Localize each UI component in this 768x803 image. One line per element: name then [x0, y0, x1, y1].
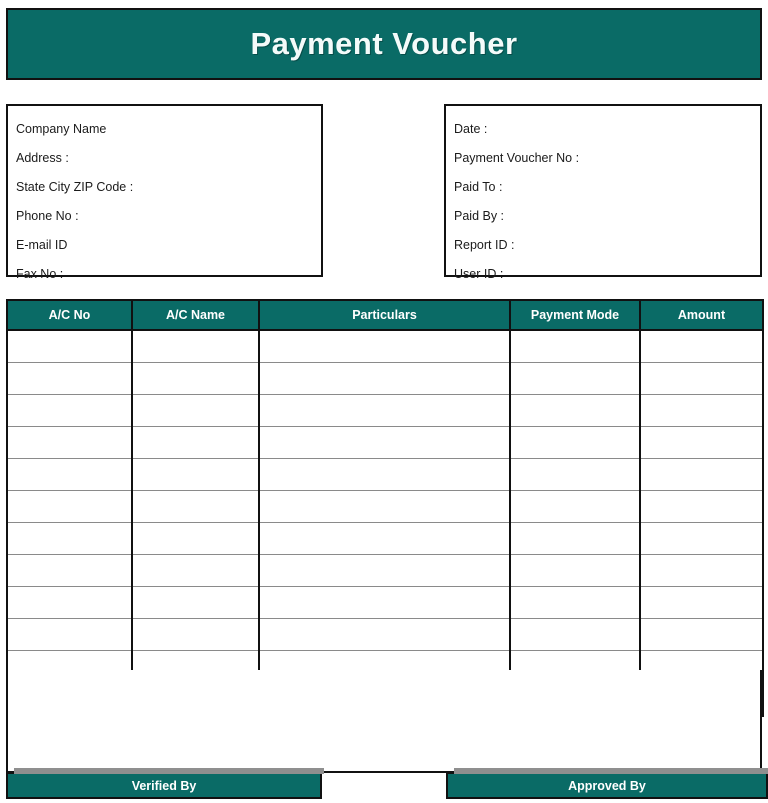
table-row: [7, 330, 763, 363]
page-title: Payment Voucher: [250, 26, 518, 61]
cell-amount[interactable]: [640, 459, 763, 491]
cell-ac-no[interactable]: [7, 363, 132, 395]
cell-amount[interactable]: [640, 587, 763, 619]
cell-ac-name[interactable]: [132, 363, 259, 395]
verified-by-bar[interactable]: [6, 772, 322, 799]
column-header-amount: Amount: [640, 300, 763, 330]
approved-by-bar[interactable]: [446, 772, 768, 799]
cell-payment-mode[interactable]: [510, 491, 640, 523]
cell-ac-name[interactable]: [132, 427, 259, 459]
cell-ac-name[interactable]: [132, 330, 259, 363]
cell-ac-no[interactable]: [7, 395, 132, 427]
cell-ac-no[interactable]: [7, 587, 132, 619]
company-info-line-phone-no: Phone No :: [16, 209, 79, 223]
cell-particulars[interactable]: [259, 427, 510, 459]
cell-particulars[interactable]: [259, 587, 510, 619]
cell-particulars[interactable]: [259, 363, 510, 395]
company-info-line-address: Address :: [16, 151, 69, 165]
cell-ac-no[interactable]: [7, 427, 132, 459]
voucher-info-box: [444, 104, 762, 281]
cell-ac-name[interactable]: [132, 491, 259, 523]
cell-ac-no[interactable]: [7, 491, 132, 523]
column-header-ac-no: A/C No: [7, 300, 132, 330]
payment-entries-table: [6, 299, 764, 717]
table-header: [7, 300, 763, 330]
cell-ac-no[interactable]: [7, 330, 132, 363]
cell-ac-name[interactable]: [132, 395, 259, 427]
company-info-line-company-name: Company Name: [16, 122, 107, 136]
document-title-banner: [6, 8, 762, 80]
cell-amount[interactable]: [640, 491, 763, 523]
table-row: [7, 587, 763, 619]
cell-ac-name[interactable]: [132, 555, 259, 587]
company-info-line-email-id: E-mail ID: [16, 238, 68, 252]
cell-ac-name[interactable]: [132, 523, 259, 555]
cell-payment-mode[interactable]: [510, 427, 640, 459]
table-row: [7, 491, 763, 523]
table-row: [7, 395, 763, 427]
cell-payment-mode[interactable]: [510, 619, 640, 651]
column-header-payment-mode: Payment Mode: [510, 300, 640, 330]
cell-payment-mode[interactable]: [510, 363, 640, 395]
company-info-line-fax-no: Fax No :: [16, 267, 64, 281]
voucher-info-line-payment-voucher-no: Payment Voucher No :: [454, 151, 580, 165]
verified-by-label: Verified By: [131, 778, 197, 793]
cell-payment-mode[interactable]: [510, 330, 640, 363]
table-row: [7, 619, 763, 651]
cell-amount[interactable]: [640, 363, 763, 395]
cell-payment-mode[interactable]: [510, 523, 640, 555]
cell-particulars[interactable]: [259, 459, 510, 491]
table-row: [7, 427, 763, 459]
cell-amount[interactable]: [640, 427, 763, 459]
cell-amount[interactable]: [640, 555, 763, 587]
cell-particulars[interactable]: [259, 395, 510, 427]
cell-payment-mode[interactable]: [510, 587, 640, 619]
voucher-info-line-date: Date :: [454, 122, 488, 136]
cell-amount[interactable]: [640, 330, 763, 363]
company-info-line-state-city-zip: State City ZIP Code :: [16, 180, 134, 194]
column-header-ac-name: A/C Name: [132, 300, 259, 330]
cell-ac-name[interactable]: [132, 459, 259, 491]
cell-ac-name[interactable]: [132, 587, 259, 619]
approved-by-label: Approved By: [568, 778, 646, 793]
voucher-info-line-paid-by: Paid By :: [454, 209, 505, 223]
table-row: [7, 555, 763, 587]
cell-amount[interactable]: [640, 395, 763, 427]
table-body: [7, 330, 763, 716]
cell-ac-no[interactable]: [7, 619, 132, 651]
cell-payment-mode[interactable]: [510, 555, 640, 587]
cell-ac-no[interactable]: [7, 555, 132, 587]
table-header-row: [7, 300, 763, 330]
column-header-particulars: Particulars: [259, 300, 510, 330]
cell-amount[interactable]: [640, 619, 763, 651]
cell-payment-mode[interactable]: [510, 395, 640, 427]
company-info-box: [6, 104, 323, 281]
voucher-info-line-report-id: Report ID :: [454, 238, 515, 252]
cell-ac-no[interactable]: [7, 459, 132, 491]
cell-ac-name[interactable]: [132, 619, 259, 651]
cell-particulars[interactable]: [259, 523, 510, 555]
table-row: [7, 363, 763, 395]
cell-amount[interactable]: [640, 523, 763, 555]
voucher-info-line-paid-to: Paid To :: [454, 180, 503, 194]
notes-blank-area[interactable]: [6, 670, 762, 773]
cell-payment-mode[interactable]: [510, 459, 640, 491]
table-row: [7, 523, 763, 555]
cell-ac-no[interactable]: [7, 523, 132, 555]
cell-particulars[interactable]: [259, 491, 510, 523]
cell-particulars[interactable]: [259, 330, 510, 363]
cell-particulars[interactable]: [259, 555, 510, 587]
table-row: [7, 459, 763, 491]
voucher-info-line-user-id: User ID :: [454, 267, 504, 281]
cell-particulars[interactable]: [259, 619, 510, 651]
